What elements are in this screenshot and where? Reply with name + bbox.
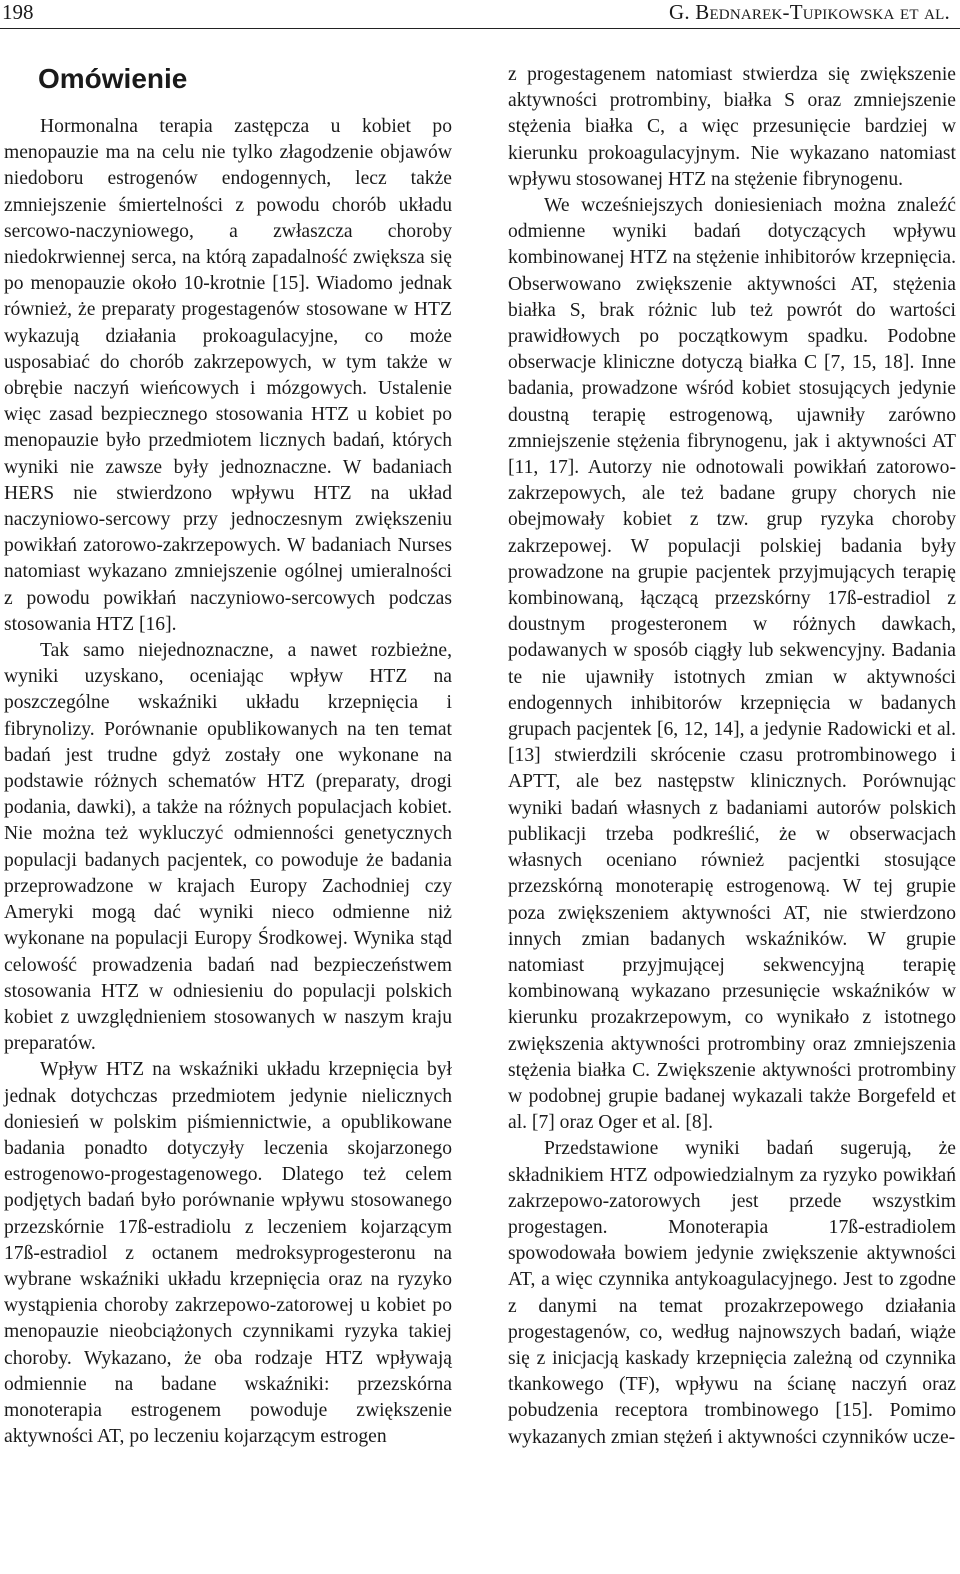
- paragraph: Hormonalna terapia zastępcza u kobiet po menopauzie ma na celu nie tylko złagodzenie objawów niedoboru estrogenów endogennych, lecz także zmniejszenie śmiertelności z powodu chorób układu sercowo-naczyniowego, a zwłaszcza choroby niedokrwiennej serca, na którą zapadalność zwiększa się po menopauzie około 10-krotnie [15]. Wiadomo jednak również, że preparaty progestagenów stosowane w HTZ wykazują działania prokoagulacyjne, co może usposabiać do chorób zakrzepowych, w tym także w obrębie naczyń wieńcowych i mózgowych. Ustalenie więc zasad bezpiecznego stosowania HTZ u kobiet po menopauzie było przedmiotem licznych badań, których wyniki nie zawsze były jednoznaczne. W badaniach HERS nie stwierdzono wpływu HTZ na układ naczyniowo-sercowy przy jednoczesnym zwiększeniu powikłań zatorowo-zakrzepowych. W badaniach Nurses natomiast wykazano zmniejszenie ogólnej umieralności z powodu powikłań naczyniowo-sercowych podczas stosowania HTZ [16].: [4, 116, 452, 635]
- left-column: [4, 62, 452, 1450]
- section-title: Omówienie: [38, 63, 188, 94]
- paragraph: We wcześniejszych doniesieniach można znaleźć odmienne wyniki badań dotyczących wpływu kombinowanej HTZ na stężenie inhibitorów krzepnięcia. Obserwowano zwiększenie aktywności AT, stężenia białka S, brak różnic lub też powrót do wartości prawidłowych po początkowym spadku. Podobne obserwacje kliniczne dotyczą białka C [7, 15, 18]. Inne badania, prowadzone wśród kobiet stosujących jedynie doustną terapię estrogenową, ujawniły zarówno zmniejszenie stężenia fibrynogenu, jak i aktywności AT [11, 17]. Autorzy nie odnotowali powikłań zatorowo-zakrzepowych, ale też badane grupy chorych nie obejmowały kobiet z tzw. grup ryzyka choroby zakrzepowej. W populacji polskiej badania były prowadzone na grupie pacjentek przyjmujących terapię kombinowaną, łączącą przezskórny 17ß-estradiol z doustnym progesteronem w różnych dawkach, podawanych w sposób ciągły lub sekwencyjny. Badania te nie ujawniły istotnych zmian w aktywności endogennych inhibitorów krzepnięcia w badanych grupach pacjentek [6, 12, 14], a jedynie Radowicki et al. [13] stwierdzili skrócenie czasu protrombinowego i APTT, ale bez następstw klinicznych. Porównując wyniki badań własnych z badaniami autorów polskich publikacji trzeba podkreślić, że w obserwacjach własnych oceniano również pacjentki stosujące przezskórną monoterapię estrogenową. W tej grupie poza zwiększeniem aktywności AT, nie stwierdzono innych zmian badanych wskaźników. W grupie natomiast przyjmującej sekwencyjną terapię kombinowaną wykazano przesunięcie wskaźników w kierunku prozakrzepowym, co wynikało z istotnego zwiększenia aktywności protrombiny oraz zmniejszenia stężenia białka C. Zwiększenie aktywności protrombiny w podobnej grupie badanej wykazali także Borgefeld et al. [7] oraz Oger et al. [8].: [508, 195, 956, 1134]
- page-header: [0, 0, 960, 30]
- running-head: G. Bednarek-Tupikowska et al.: [668, 0, 950, 24]
- page-number: 198: [2, 0, 34, 24]
- header-rule: [0, 28, 960, 29]
- right-column: [508, 62, 956, 1451]
- paragraph: Wpływ HTZ na wskaźniki układu krzepnięcia był jednak dotychczas przedmiotem jedynie nielicznych doniesień w polskim piśmiennictwie, a opublikowane badania ponadto dotyczyły leczenia skojarzonego estrogenowo-progestagenowego. Dlatego też celem podjętych badań było porównanie wpływu stosowanego przezskórnie 17ß-estradiolu z leczeniem kojarzącym 17ß-estradiol z octanem medroksyprogesteronu na wybrane wskaźniki układu krzepnięcia oraz na ryzyko wystąpienia choroby zakrzepowo-zatorowej u kobiet po menopauzie nieobciążonych czynnikami ryzyka takiej choroby. Wykazano, że oba rodzaje HTZ wpływają odmiennie na badane wskaźniki: przezskórna monoterapia estrogenem powoduje zwiększenie aktywności AT, po leczeniu kojarzącym estrogen: [4, 1059, 452, 1448]
- paragraph: Przedstawione wyniki badań sugerują, że składnikiem HTZ odpowiedzialnym za ryzyko powikłań zakrzepowo-zatorowych jest przede wszystkim progestagen. Monoterapia 17ß-estradiolem spowodowała bowiem jedynie zwiększenie aktywności AT, a więc czynnika antykoagulacyjnego. Jest to zgodne z danymi na temat prozakrzepowego działania progestagenów, co, według najnowszych badań, wiąże się z inicjacją kaskady krzepnięcia zależną od czynnika tkankowego (TF), wpływu na ścianę naczyń oraz pobudzenia receptora trombinowego [15]. Pomimo wykazanych zmian stężeń i aktywności czynników ucze-: [508, 1138, 956, 1448]
- paragraph: z progestagenem natomiast stwierdza się zwiększenie aktywności protrombiny, białka S oraz zmniejszenie stężenia białka C, a więc przesunięcie bardziej w kierunku prokoagulacyjnym. Nie wykazano natomiast wpływu stosowanej HTZ na stężenie fibrynogenu.: [508, 64, 956, 190]
- paragraph: Tak samo niejednoznaczne, a nawet rozbieżne, wyniki uzyskano, oceniając wpływ HTZ na poszczególne wskaźniki układu krzepnięcia i fibrynolizy. Porównanie opublikowanych na ten temat badań jest trudne gdyż zostały one wykonane na podstawie różnych schematów HTZ (preparaty, drogi podania, dawki), a także na różnych populacjach kobiet. Nie można też wykluczyć odmienności genetycznych populacji badanych pacjentek, co powoduje że badania przeprowadzone w krajach Europy Zachodniej czy Ameryki mogą dać wyniki nieco odmienne niż wykonane na populacji Europy Środkowej. Wynika stąd celowość prowadzenia badań nad bezpieczeństwem stosowania HTZ w odniesieniu do populacji polskich kobiet z uwzględnieniem stosowanych w naszym kraju preparatów.: [4, 640, 452, 1055]
